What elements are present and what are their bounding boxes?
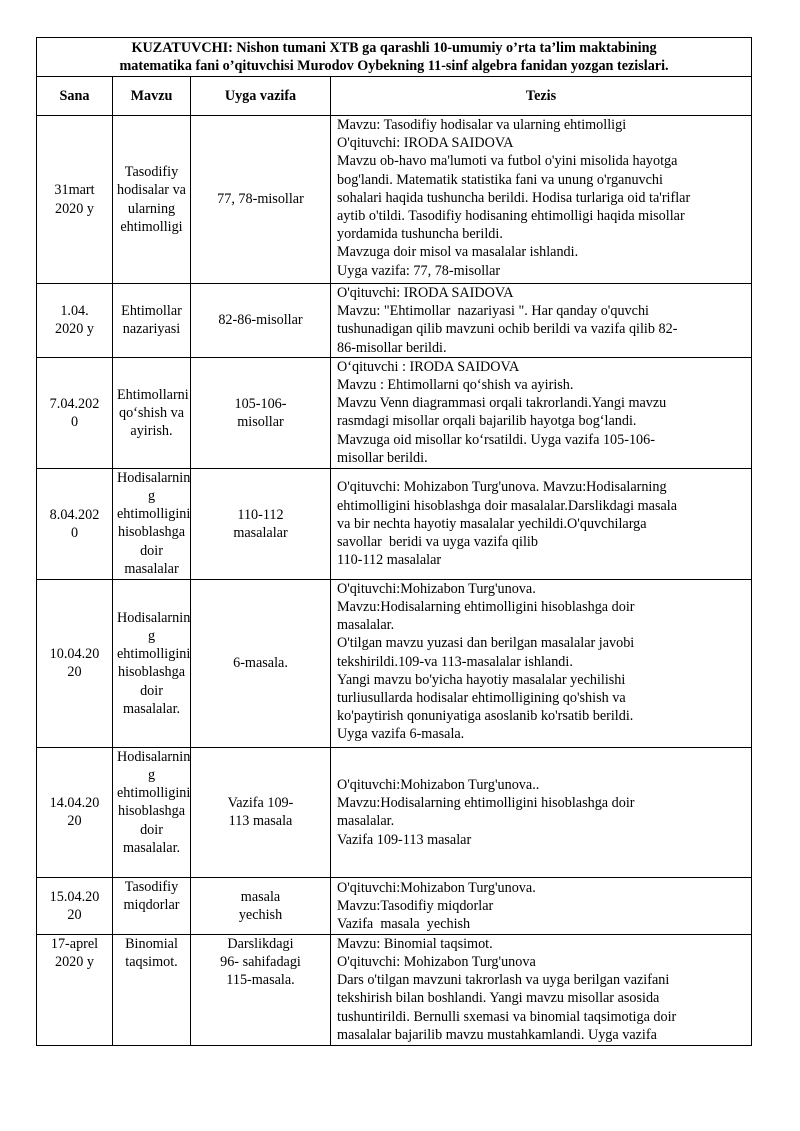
cell-mavzu (113, 357, 191, 468)
tezis-line: tushunadigan qilib mavzuni ochib berildi va vazifa qilib 82- (337, 321, 678, 338)
header-row (37, 77, 752, 116)
tezis-line: O'qituvchi:Mohizabon Turg'unova. (337, 879, 536, 896)
header-sana: Sana (37, 77, 113, 116)
tezis-line: Mavzuga oid misollar ko‘rsatildi. Uyga vazifa 105-106- (337, 431, 655, 448)
header-uyga-vazifa: Uyga vazifa (191, 77, 331, 116)
tezis-line: aytib o'tildi. Tasodifiy hodisaning ehtimolligi haqida misollar (337, 208, 685, 225)
table-row (37, 468, 752, 579)
tezis-line: 110-112 masalalar (337, 552, 442, 569)
tezis-line: bog'landi. Matematik statistika fani va unung o'rganuvchi (337, 171, 663, 188)
cell-vazifa-text: 110-112 masalalar (233, 506, 288, 541)
table-row (37, 116, 752, 284)
cell-vazifa (191, 357, 331, 468)
tezis-line: O'tilgan mavzu yuzasi dan berilgan masalalar javobi (337, 635, 635, 652)
title-line-2: matematika fani o’qituvchisi Murodov Oybekning 11-sinf algebra fanidan yozgan tezislari. (119, 58, 669, 74)
cell-sana (37, 579, 113, 747)
tezis-line: Mavzuga doir misol va masalalar ishlandi. (337, 244, 579, 261)
cell-sana-text: 31mart 2020 y (54, 182, 95, 217)
tezis-line: Mavzu: "Ehtimollar nazariyasi ". Har qanday o'quvchi (337, 303, 649, 320)
tezis-line: O'qituvchi: IRODA SAIDOVA (337, 135, 514, 152)
tezis-line: masalalar bajarilib mavzu mustahkamlandi. Uyga vazifa (337, 1026, 657, 1043)
table-row (37, 579, 752, 747)
tezis-line: O'qituvchi: Mohizabon Turg'unova. Mavzu:Hodisalarning (337, 479, 667, 496)
tezis-line: masalalar. (337, 813, 395, 830)
cell-sana-text: 17-aprel 2020 y (50, 935, 99, 971)
cell-vazifa-text: Darslikdagi 96- sahifadagi 115-masala. (220, 935, 301, 989)
cell-sana (37, 284, 113, 358)
tezis-line: Mavzu Venn diagrammasi orqali takrorlandi.Yangi mavzu (337, 395, 667, 412)
cell-sana (37, 468, 113, 579)
tezis-line: Mavzu ob-havo ma'lumoti va futbol o'yini misolida hayotga (337, 153, 678, 170)
cell-mavzu (113, 934, 191, 1045)
cell-tezis (331, 877, 752, 934)
cell-vazifa (191, 116, 331, 284)
tezis-line: Mavzu:Hodisalarning ehtimolligini hisoblashga doir (337, 795, 635, 812)
cell-sana-text: 7.04.202 0 (49, 395, 100, 430)
tezis-line: turliusullarda hodisalar ehtimolligining qo'shish va (337, 690, 626, 707)
cell-mavzu-text: Ehtimollar nazariyasi (121, 303, 182, 338)
cell-sana (37, 934, 113, 1045)
cell-vazifa-text: 6-masala. (233, 655, 288, 672)
cell-vazifa (191, 934, 331, 1045)
tezis-line: misollar berildi. (337, 449, 428, 466)
cell-mavzu (113, 877, 191, 934)
cell-vazifa (191, 579, 331, 747)
title-line-1: KUZATUVCHI: Nishon tumani XTB ga qarashli 10-umumiy o’rta ta’lim maktabining (131, 40, 657, 56)
thesis-table (36, 37, 752, 1046)
tezis-line: Uyga vazifa: 77, 78-misollar (337, 262, 501, 279)
table-row (37, 934, 752, 1045)
header-mavzu: Mavzu (113, 77, 191, 116)
cell-vazifa-text: masala yechish (238, 888, 283, 923)
tezis-line: tushuntirildi. Bernulli sxemasi va binomial taqsimotiga doir (337, 1008, 677, 1025)
cell-sana (37, 357, 113, 468)
table-title (37, 38, 752, 77)
table-row (37, 284, 752, 358)
tezis-line: savollar beridi va uyga vazifa qilib (337, 533, 538, 550)
cell-tezis (331, 468, 752, 579)
cell-vazifa (191, 747, 331, 877)
tezis-line: tekshirish bilan boshlandi. Yangi mavzu misollar asosida (337, 990, 660, 1007)
cell-tezis (331, 934, 752, 1045)
tezis-line: Vazifa masala yechish (337, 915, 471, 932)
cell-tezis (331, 116, 752, 284)
cell-sana (37, 747, 113, 877)
cell-mavzu (113, 284, 191, 358)
tezis-line: ko'paytirish qonuniyatiga asoslanib ko'rsatib berildi. (337, 708, 634, 725)
cell-vazifa-text: 82-86-misollar (218, 312, 303, 329)
tezis-line: O‘qituvchi : IRODA SAIDOVA (337, 358, 520, 375)
cell-vazifa-text: Vazifa 109- 113 masala (227, 795, 294, 830)
cell-vazifa-text: 105-106- misollar (234, 395, 287, 430)
tezis-line: sohalari haqida tushuncha berildi. Hodisa turlariga oid ta'riflar (337, 189, 691, 206)
tezis-line: Mavzu:Hodisalarning ehtimolligini hisoblashga doir (337, 599, 635, 616)
table-row (37, 747, 752, 877)
tezis-line: O'qituvchi:Mohizabon Turg'unova.. (337, 776, 540, 793)
tezis-line: tekshirildi.109-va 113-masalalar ishlandi. (337, 653, 573, 670)
cell-vazifa (191, 284, 331, 358)
table-body (37, 116, 752, 1046)
tezis-line: O'qituvchi:Mohizabon Turg'unova. (337, 580, 536, 597)
cell-mavzu-text: Hodisalarnin g ehtimolligini hisoblashga doir masalalar. (117, 748, 191, 856)
cell-vazifa (191, 468, 331, 579)
cell-mavzu (113, 579, 191, 747)
cell-mavzu (113, 468, 191, 579)
cell-sana-text: 8.04.202 0 (49, 506, 100, 541)
tezis-line: O'qituvchi: Mohizabon Turg'unova (337, 954, 536, 971)
cell-tezis (331, 579, 752, 747)
tezis-line: 86-misollar berildi. (337, 339, 447, 356)
header-tezis: Tezis (331, 77, 752, 116)
cell-sana-text: 14.04.20 20 (49, 795, 100, 830)
cell-vazifa-text: 77, 78-misollar (217, 191, 304, 208)
cell-mavzu-text: Tasodifiy hodisalar va ularning ehtimolligi (117, 164, 186, 235)
cell-mavzu-text: Hodisalarnin g ehtimolligini hisoblashga doir masalalar. (117, 609, 191, 717)
cell-tezis (331, 357, 752, 468)
tezis-line: Mavzu : Ehtimollarni qo‘shish va ayirish. (337, 377, 574, 394)
tezis-line: rasmdagi misollar orqali bajarilib hayotga bog‘landi. (337, 413, 637, 430)
tezis-line: O'qituvchi: IRODA SAIDOVA (337, 285, 514, 301)
cell-vazifa (191, 877, 331, 934)
cell-tezis (331, 284, 752, 358)
cell-mavzu-text: Binomial taqsimot. (125, 935, 178, 971)
cell-mavzu (113, 747, 191, 877)
cell-sana-text: 10.04.20 20 (49, 646, 100, 681)
cell-mavzu-text: Tasodifiy miqdorlar (123, 878, 180, 914)
cell-sana (37, 116, 113, 284)
tezis-line: ehtimolligini hisoblashga doir masalalar.Darslikdagi masala (337, 497, 678, 514)
cell-sana-text: 15.04.20 20 (49, 888, 100, 923)
tezis-line: Mavzu: Binomial taqsimot. (337, 935, 493, 952)
cell-mavzu-text: Hodisalarnin g ehtimolligini hisoblashga doir masalalar (117, 469, 191, 577)
tezis-line: va bir nechta hayotiy masalalar yechildi.O'quvchilarga (337, 515, 647, 532)
cell-sana (37, 877, 113, 934)
tezis-line: Yangi mavzu bo'yicha hayotiy masalalar yechilishi (337, 671, 626, 688)
cell-sana-text: 1.04. 2020 y (54, 303, 94, 338)
tezis-line: Vazifa 109-113 masalar (337, 831, 472, 848)
tezis-line: yordamida tushuncha berildi. (337, 226, 503, 243)
tezis-line: masalalar. (337, 617, 395, 634)
table-row (37, 877, 752, 934)
tezis-line: Mavzu: Tasodifiy hodisalar va ularning ehtimolligi (337, 117, 627, 133)
cell-mavzu-text: Ehtimollarni qo‘shish va ayirish. (117, 386, 189, 439)
tezis-line: Uyga vazifa 6-masala. (337, 726, 465, 743)
tezis-line: Dars o'tilgan mavzuni takrorlash va uyga berilgan vazifani (337, 972, 670, 989)
tezis-line: Mavzu:Tasodifiy miqdorlar (337, 897, 494, 914)
cell-mavzu (113, 116, 191, 284)
table-row (37, 357, 752, 468)
cell-tezis (331, 747, 752, 877)
